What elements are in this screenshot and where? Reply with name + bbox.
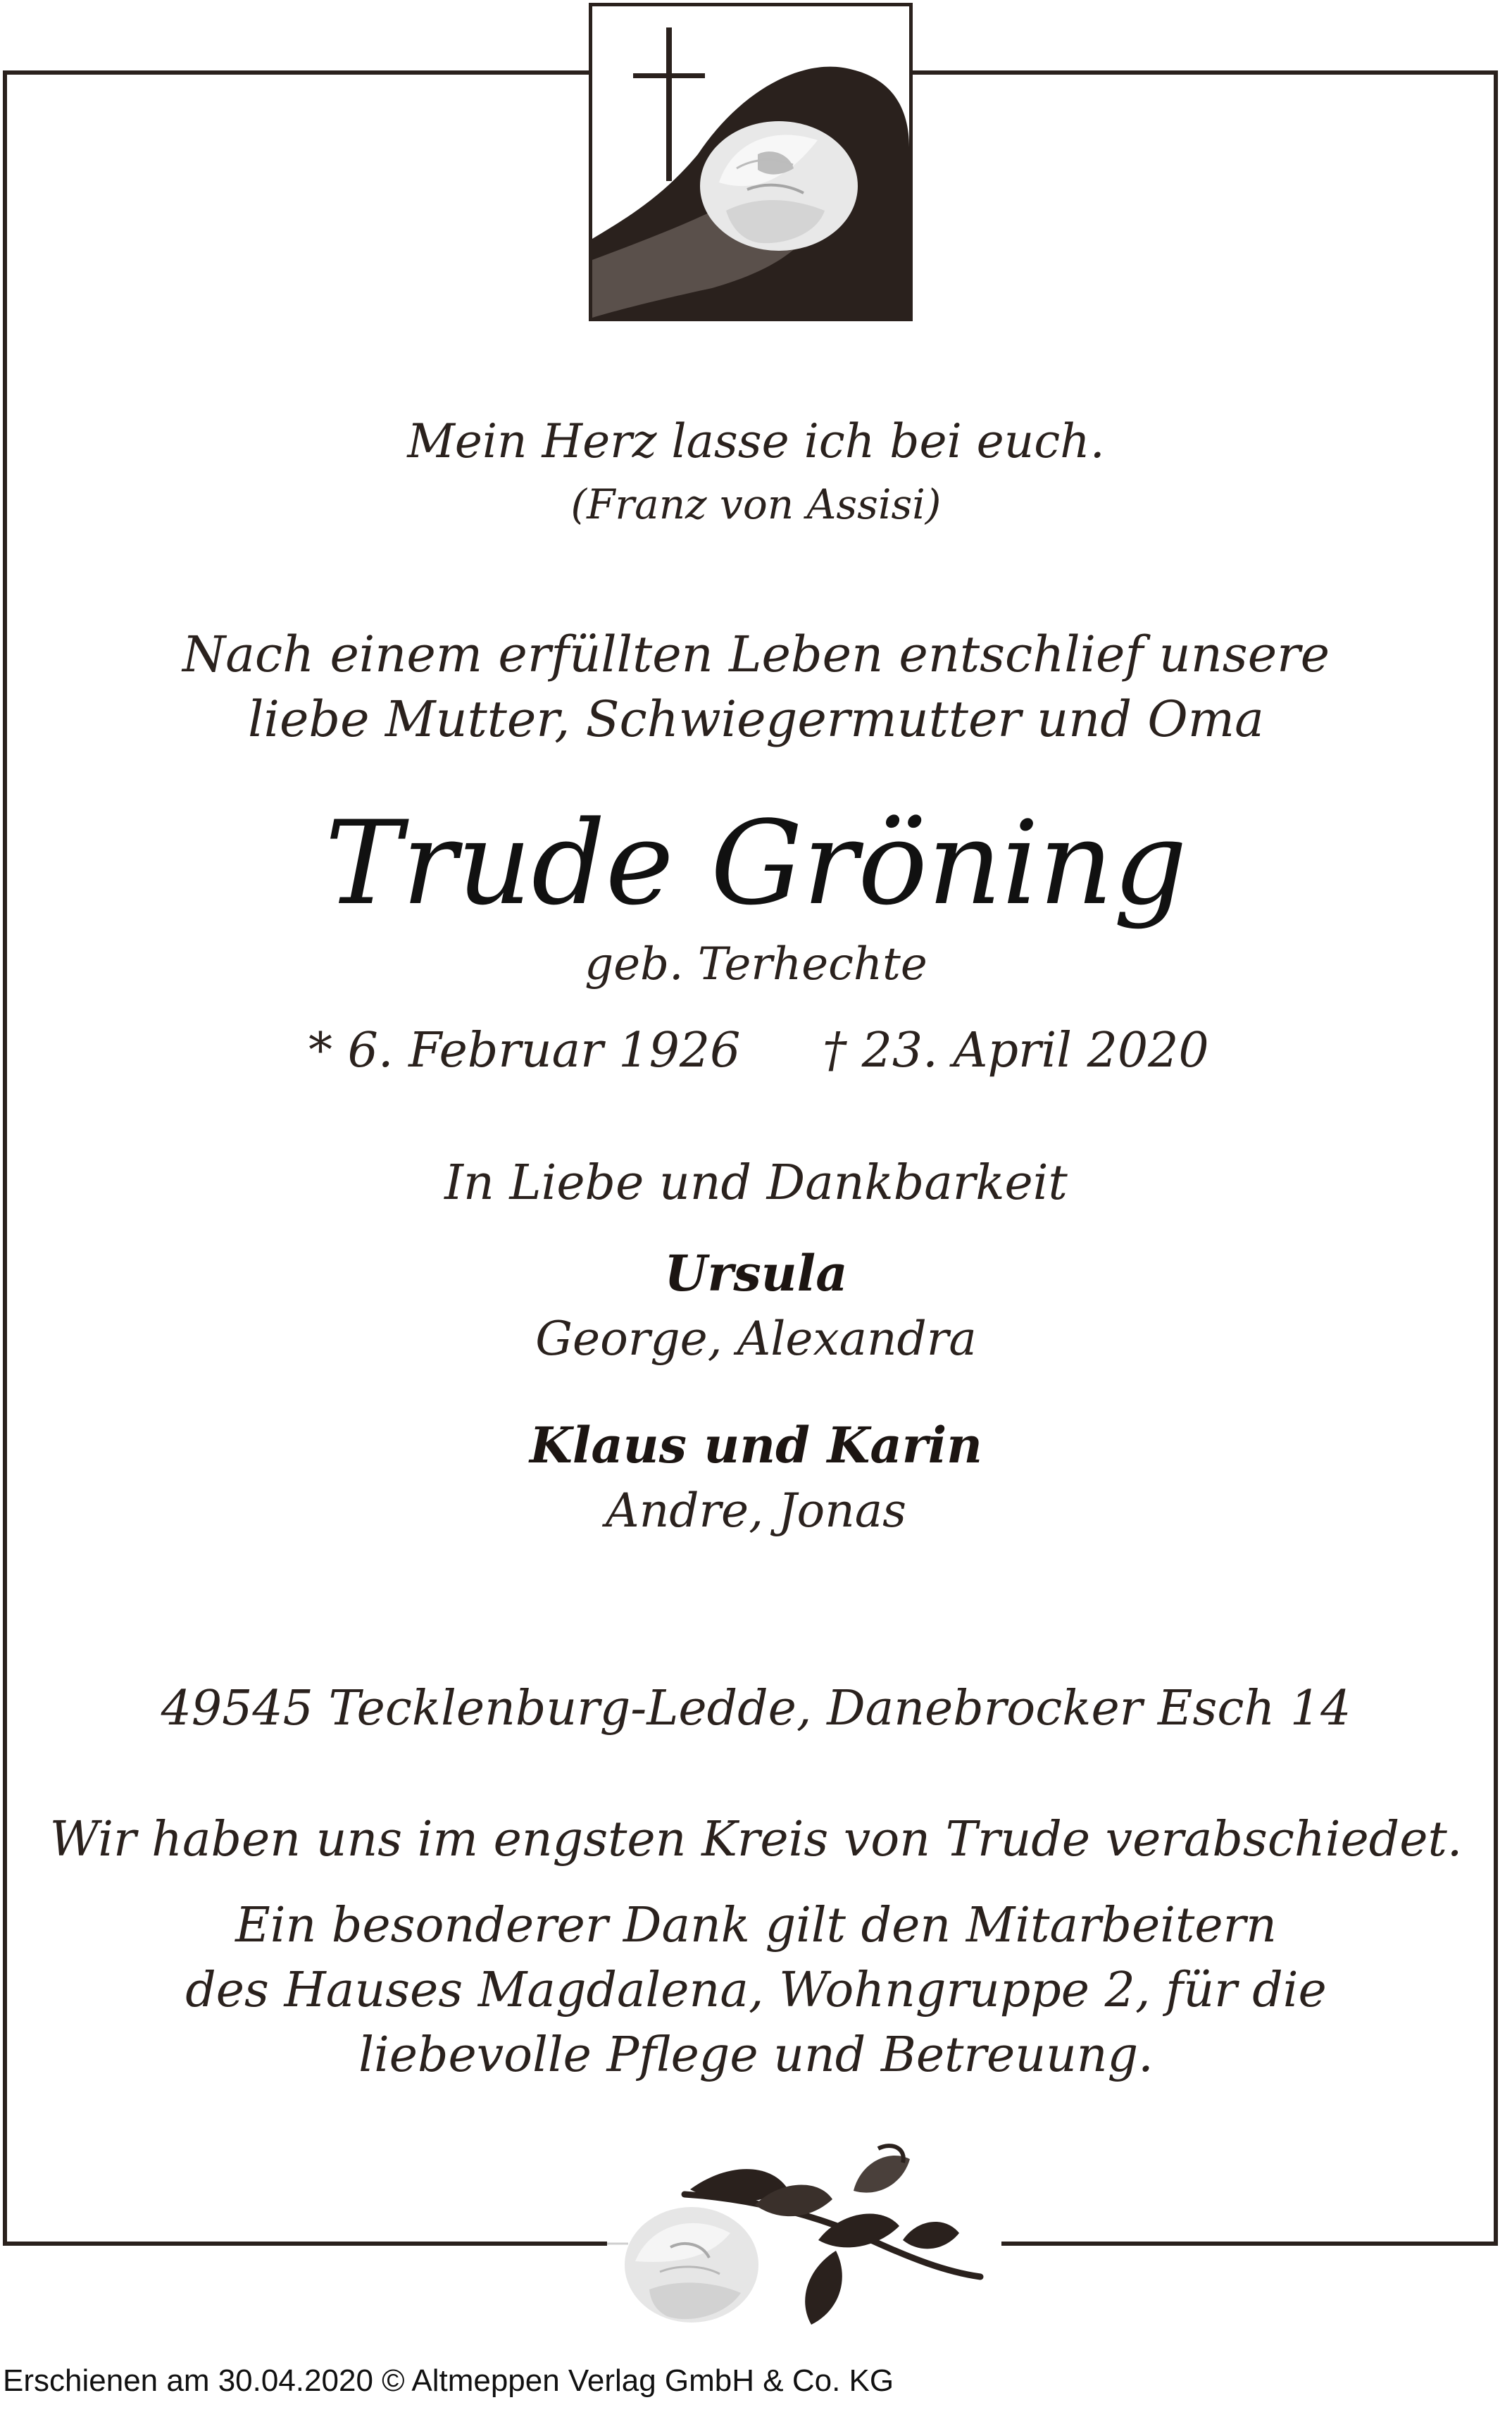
dedication: In Liebe und Dankbarkeit <box>444 1155 1068 1211</box>
birth-name: geb. Terhechte <box>585 938 927 990</box>
mourner-name: Ursula <box>664 1244 848 1303</box>
life-dates <box>0 1023 1512 1086</box>
publisher-note: Erschienen am 30.04.2020 © Altmeppen Verlag GmbH & Co. KG <box>3 2363 894 2398</box>
deceased-name: Trude Gröning <box>325 796 1187 931</box>
mourner-children: Andre, Jonas <box>606 1484 906 1538</box>
thanks-line-2: des Hauses Magdalena, Wohngruppe 2, für die <box>185 1963 1327 2018</box>
rose-icon <box>607 2120 1001 2346</box>
mourner-name: Klaus und Karin <box>529 1416 983 1474</box>
address: 49545 Tecklenburg-Ledde, Danebrocker Esch 14 <box>161 1681 1351 1736</box>
mourner-children: George, Alexandra <box>535 1312 977 1366</box>
birth-date: * 6. Februar 1926 <box>308 1023 741 1078</box>
cross-and-rose-icon <box>589 3 913 321</box>
death-date: † 23. April 2020 <box>823 1023 1209 1078</box>
thanks-line-3: liebevolle Pflege und Betreuung. <box>358 2027 1154 2083</box>
intro-line-1: Nach einem erfüllten Leben entschlief unsere <box>182 626 1330 683</box>
quote-author: (Franz von Assisi) <box>570 480 942 528</box>
thanks-line-1: Ein besonderer Dank gilt den Mitarbeitern <box>235 1898 1277 1953</box>
intro-line-2: liebe Mutter, Schwiegermutter und Oma <box>248 690 1264 748</box>
quote: Mein Herz lasse ich bei euch. <box>407 414 1105 468</box>
farewell-note: Wir haben uns im engsten Kreis von Trude verabschiedet. <box>49 1812 1463 1867</box>
